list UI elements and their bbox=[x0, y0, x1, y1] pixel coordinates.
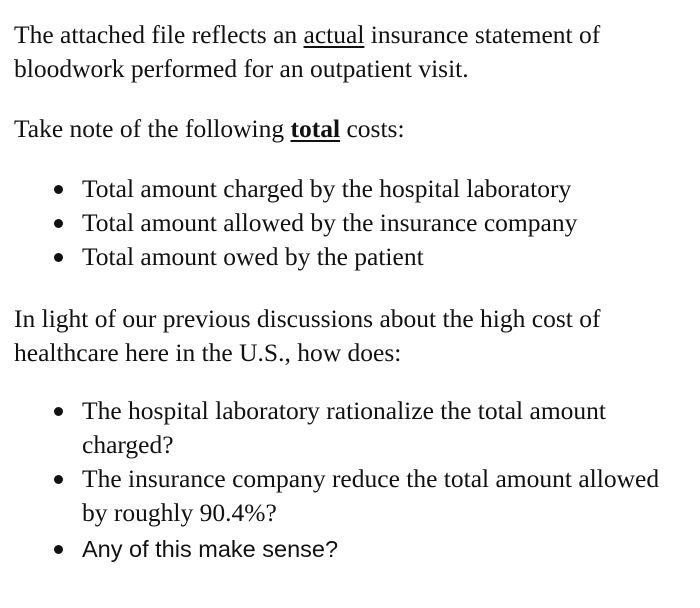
document-body bbox=[14, 18, 686, 566]
list-item bbox=[14, 206, 686, 240]
list-item bbox=[14, 462, 686, 530]
bullet-icon bbox=[54, 545, 63, 554]
list-item bbox=[14, 394, 686, 462]
costs-bold-underlined-word: total bbox=[290, 114, 341, 143]
list-item-text: Any of this make sense? bbox=[82, 536, 339, 562]
costs-text-end: costs: bbox=[340, 114, 405, 143]
list-item-text: The insurance company reduce the total amount allowed by roughly 90.4%? bbox=[82, 464, 660, 527]
bullet-icon bbox=[54, 407, 63, 416]
intro-text-end: insurance statement of bloodwork performed for an outpatient visit. bbox=[14, 20, 601, 83]
list-item-text: Total amount owed by the patient bbox=[82, 242, 424, 271]
costs-text-start: Take note of the following bbox=[14, 114, 291, 143]
intro-paragraph bbox=[14, 18, 686, 86]
question-paragraph: In light of our previous discussions about the high cost of healthcare here in the U.S., how does: bbox=[14, 304, 601, 367]
costs-paragraph bbox=[14, 112, 686, 146]
list-item bbox=[14, 240, 686, 274]
intro-text-start: The attached file reflects an bbox=[14, 20, 304, 49]
list-item-text: Total amount charged by the hospital laboratory bbox=[82, 174, 572, 203]
bullet-icon bbox=[54, 219, 63, 228]
bullet-icon bbox=[54, 253, 63, 262]
list-item-text: Total amount allowed by the insurance company bbox=[82, 208, 578, 237]
list-item-text: The hospital laboratory rationalize the total amount charged? bbox=[82, 396, 606, 459]
bullet-icon bbox=[54, 475, 63, 484]
questions-list bbox=[14, 394, 686, 566]
bullet-icon bbox=[54, 185, 63, 194]
intro-underlined-word: actual bbox=[303, 20, 365, 49]
list-item bbox=[14, 532, 686, 566]
cost-items-list bbox=[14, 172, 686, 274]
list-item bbox=[14, 172, 686, 206]
